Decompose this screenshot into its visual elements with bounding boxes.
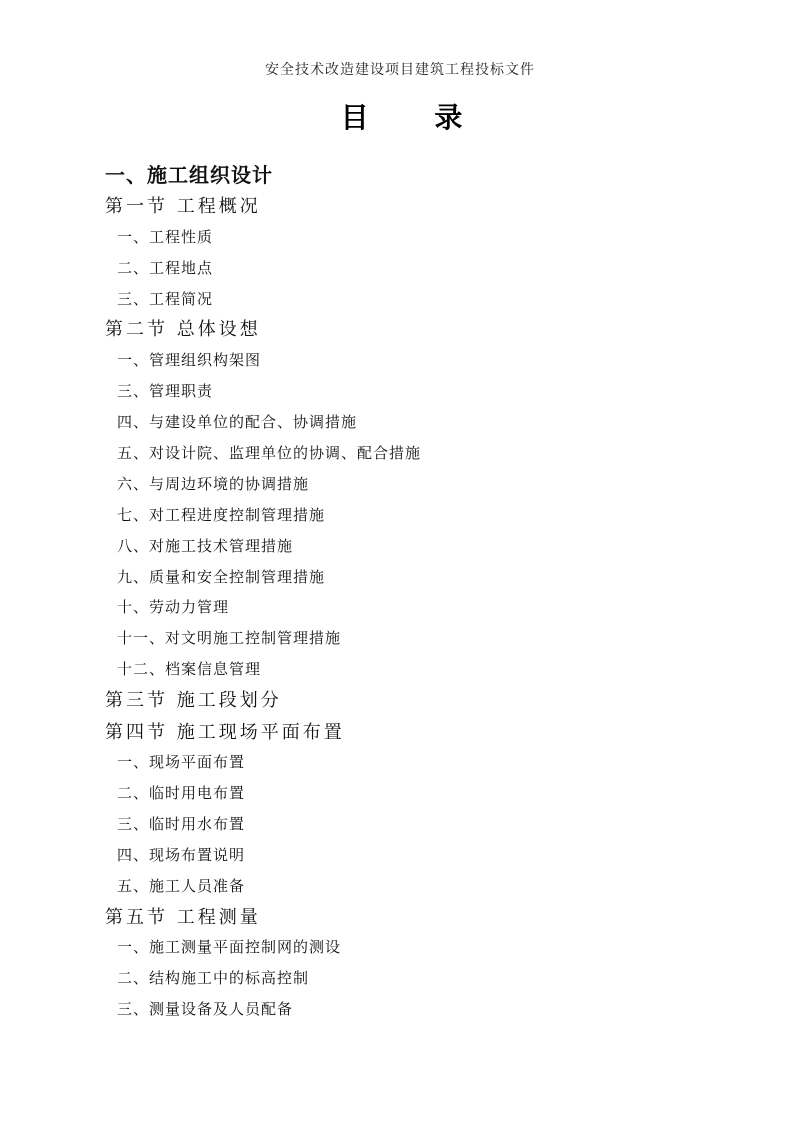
toc-entry-item: 十二、档案信息管理 <box>117 660 262 678</box>
toc-entry-item: 三、测量设备及人员配备 <box>117 1000 294 1018</box>
toc-entry-item: 五、对设计院、监理单位的协调、配合措施 <box>117 444 422 462</box>
toc-entry-item: 一、施工测量平面控制网的测设 <box>117 938 342 956</box>
toc-entry-item: 二、工程地点 <box>117 259 214 277</box>
toc-entry-section-2: 第二节 总体设想 <box>105 319 261 340</box>
toc-entry-item: 七、对工程进度控制管理措施 <box>117 506 326 524</box>
toc-entry-section-4: 第四节 施工现场平面布置 <box>105 722 345 743</box>
page-title: 目 录 <box>340 101 491 134</box>
toc-entry-item: 十、劳动力管理 <box>117 598 230 616</box>
toc-entry-item: 六、与周边环境的协调措施 <box>117 475 310 493</box>
toc-entry-item: 三、工程简况 <box>117 290 214 308</box>
toc-entry-section-5: 第五节 工程测量 <box>105 907 261 928</box>
toc-entry-section-3: 第三节 施工段划分 <box>105 690 282 711</box>
toc-entry-item: 八、对施工技术管理措施 <box>117 537 294 555</box>
toc-entry-item: 一、工程性质 <box>117 228 214 246</box>
toc-entry-item: 四、现场布置说明 <box>117 846 246 864</box>
toc-entry-item: 一、现场平面布置 <box>117 753 246 771</box>
toc-entry-item: 三、管理职责 <box>117 382 214 400</box>
toc-entry-item: 二、结构施工中的标高控制 <box>117 969 310 987</box>
toc-entry-item: 三、临时用水布置 <box>117 815 246 833</box>
toc-entry-item: 五、施工人员准备 <box>117 877 246 895</box>
toc-entry-item: 四、与建设单位的配合、协调措施 <box>117 413 358 431</box>
toc-entry-item: 十一、对文明施工控制管理措施 <box>117 629 342 647</box>
toc-entry-chapter-1: 一、施工组织设计 <box>105 163 273 187</box>
toc-entry-item: 二、临时用电布置 <box>117 784 246 802</box>
page-header: 安全技术改造建设项目建筑工程投标文件 <box>265 62 535 78</box>
toc-entry-item: 九、质量和安全控制管理措施 <box>117 568 326 586</box>
toc-entry-item: 一、管理组织构架图 <box>117 351 262 369</box>
toc-entry-section-1: 第一节 工程概况 <box>105 196 261 217</box>
